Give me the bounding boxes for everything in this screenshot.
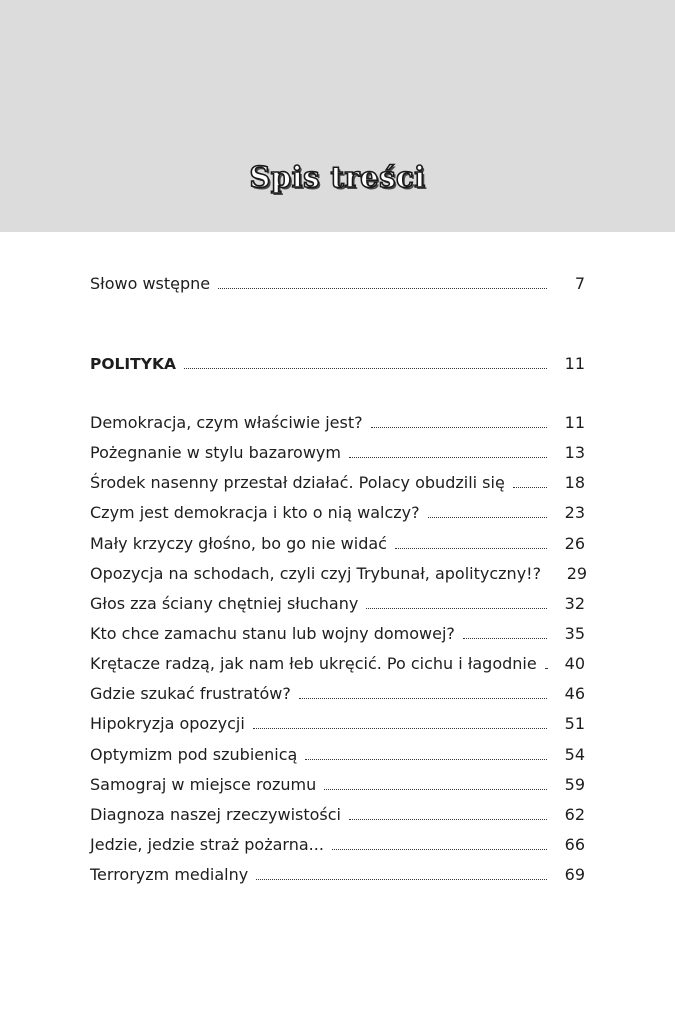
toc-entry[interactable] bbox=[90, 831, 585, 855]
toc-entry-page: 32 bbox=[564, 594, 585, 613]
toc-entry[interactable] bbox=[90, 620, 585, 644]
dot-leader bbox=[513, 487, 547, 488]
toc-entry[interactable] bbox=[90, 499, 585, 523]
toc-entry-title: Terroryzm medialny bbox=[90, 865, 249, 884]
dot-leader bbox=[371, 427, 547, 428]
toc-entry-page: 7 bbox=[574, 274, 585, 293]
toc-entry-title: Optymizm pod szubienicą bbox=[90, 745, 298, 764]
toc-entry-title: Hipokryzja opozycji bbox=[90, 714, 245, 733]
toc-entry-page: 54 bbox=[564, 745, 585, 764]
toc-entry-title: Mały krzyczy głośno, bo go nie widać bbox=[90, 534, 387, 553]
toc-entry[interactable] bbox=[90, 590, 585, 614]
toc-entry[interactable] bbox=[90, 741, 585, 765]
page-title: Spis treści bbox=[249, 160, 426, 194]
toc-entry[interactable] bbox=[90, 409, 585, 433]
toc-entry-title: Kto chce zamachu stanu lub wojny domowej? bbox=[90, 624, 455, 643]
dot-leader bbox=[349, 819, 547, 820]
toc-section-heading[interactable] bbox=[90, 350, 585, 374]
toc-entry-page: 29 bbox=[566, 564, 588, 583]
toc-entry[interactable] bbox=[90, 861, 585, 885]
toc-entry-intro[interactable] bbox=[90, 270, 585, 294]
dot-leader bbox=[324, 789, 547, 790]
toc-entry-page: 62 bbox=[564, 805, 585, 824]
toc-entry[interactable] bbox=[90, 530, 585, 554]
toc-entry-title: Głos zza ściany chętniej słuchany bbox=[90, 594, 359, 613]
toc-entry-title: Opozycja na schodach, czyli czyj Trybunał, apolityczny!? bbox=[90, 564, 542, 583]
toc-entry-page: 66 bbox=[564, 835, 585, 854]
dot-leader bbox=[428, 517, 547, 518]
dot-leader bbox=[545, 668, 547, 669]
toc-entry-page: 11 bbox=[564, 413, 585, 432]
toc-entry-title: Słowo wstępne bbox=[90, 274, 211, 293]
toc-entry-title: Czym jest demokracja i kto o nią walczy? bbox=[90, 503, 420, 522]
toc-entry[interactable] bbox=[90, 771, 585, 795]
toc-entry-page: 69 bbox=[564, 865, 585, 884]
dot-leader bbox=[349, 457, 547, 458]
toc-section-title: POLITYKA bbox=[90, 355, 176, 373]
dot-leader bbox=[256, 879, 547, 880]
toc-entry[interactable] bbox=[90, 680, 585, 704]
toc-entry[interactable] bbox=[90, 469, 585, 493]
toc-entry[interactable] bbox=[90, 560, 588, 584]
toc-section-page: 11 bbox=[564, 354, 585, 373]
toc-entry-page: 23 bbox=[564, 503, 585, 522]
header-band bbox=[0, 0, 675, 232]
toc-entry[interactable] bbox=[90, 710, 585, 734]
dot-leader bbox=[366, 608, 547, 609]
dot-leader bbox=[395, 548, 547, 549]
toc-entry-title: Demokracja, czym właściwie jest? bbox=[90, 413, 363, 432]
toc-entry-title: Krętacze radzą, jak nam łeb ukręcić. Po cichu i łagodnie bbox=[90, 654, 537, 673]
toc-entry-page: 40 bbox=[564, 654, 585, 673]
dot-leader bbox=[218, 288, 547, 289]
dot-leader bbox=[253, 728, 547, 729]
dot-leader bbox=[184, 368, 547, 369]
toc-entry-title: Środek nasenny przestał działać. Polacy obudzili się bbox=[90, 473, 505, 492]
toc-entry-title: Pożegnanie w stylu bazarowym bbox=[90, 443, 341, 462]
toc-entry-page: 46 bbox=[564, 684, 585, 703]
toc-entry-title: Gdzie szukać frustratów? bbox=[90, 684, 291, 703]
toc-entry-page: 35 bbox=[564, 624, 585, 643]
toc-entry-page: 51 bbox=[564, 714, 585, 733]
toc-entry[interactable] bbox=[90, 439, 585, 463]
dot-leader bbox=[332, 849, 547, 850]
toc-entry-title: Jedzie, jedzie straż pożarna... bbox=[90, 835, 324, 854]
toc-entry-page: 26 bbox=[564, 534, 585, 553]
toc-entry-page: 18 bbox=[564, 473, 585, 492]
dot-leader bbox=[299, 698, 547, 699]
toc-entry-title: Diagnoza naszej rzeczywistości bbox=[90, 805, 341, 824]
toc-entry-page: 13 bbox=[564, 443, 585, 462]
toc-entry[interactable] bbox=[90, 801, 585, 825]
toc-entry[interactable] bbox=[90, 650, 585, 674]
toc-entry-title: Samograj w miejsce rozumu bbox=[90, 775, 317, 794]
toc-entry-page: 59 bbox=[564, 775, 585, 794]
dot-leader bbox=[463, 638, 547, 639]
dot-leader bbox=[305, 759, 547, 760]
